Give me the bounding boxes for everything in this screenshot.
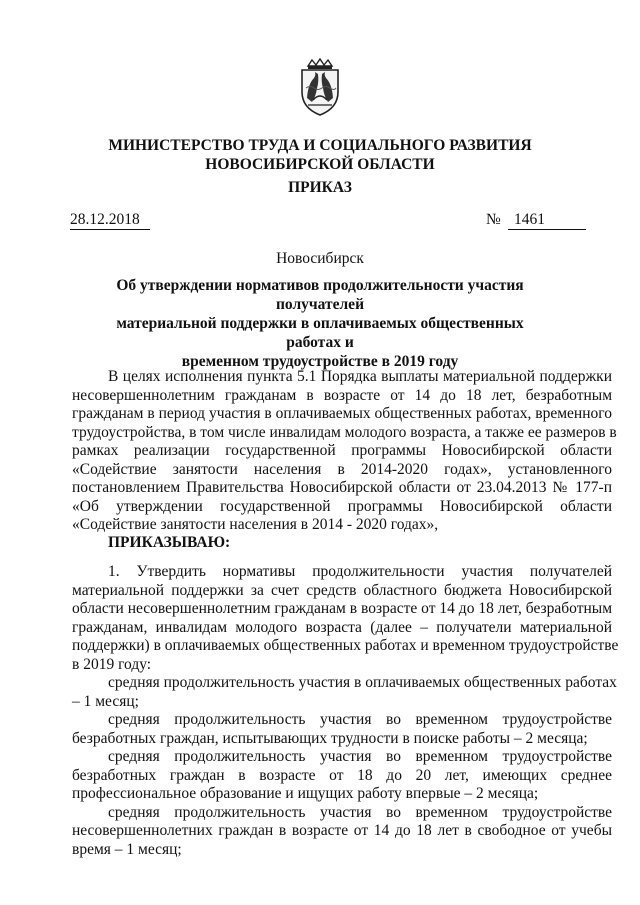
- text-line: «Содействие занятости населения в 2014-2020 годах», установленного: [72, 460, 612, 478]
- order-subject: Об утверждении нормативов продолжительности участия получателей материальной поддержки в оплачиваемых общественных работах и временном трудоустройстве в 2019 году: [116, 277, 524, 370]
- ministry-title: МИНИСТЕРСТВО ТРУДА И СОЦИАЛЬНОГО РАЗВИТИЯ НОВОСИБИРСКОЙ ОБЛАСТИ: [108, 137, 532, 173]
- preamble-paragraph: [72, 368, 617, 535]
- text-line: рамках реализации государственной программы Новосибирской области: [72, 442, 612, 459]
- text-line: материальной поддержки за счет средств областного бюджета Новосибирской: [72, 581, 612, 599]
- text-line: – 1 месяц;: [72, 692, 139, 710]
- order-number-label: №: [486, 211, 501, 228]
- text-line: средняя продолжительность участия в оплачиваемых общественных работах: [108, 674, 617, 691]
- decree-heading: ПРИКАЗЫВАЮ:: [108, 534, 231, 551]
- order-items: [72, 563, 619, 859]
- order-number: 1461: [508, 210, 586, 230]
- coat-of-arms-icon: [294, 58, 346, 118]
- text-line: в 2019 году:: [72, 655, 152, 673]
- text-line: области несовершеннолетним гражданам в возрасте от 14 до 18 лет, безработным: [72, 600, 612, 617]
- text-line: средняя продолжительность участия во временном трудоустройстве: [108, 711, 612, 728]
- text-line: несовершеннолетних граждан в возрасте от 14 до 18 лет в свободное от учебы: [72, 822, 612, 839]
- text-line: безработных граждан в возрасте от 18 до 20 лет, имеющих среднее: [72, 766, 612, 784]
- text-line: средняя продолжительность участия во временном трудоустройстве: [108, 803, 612, 821]
- text-line: несовершеннолетним гражданам в возрасте от 14 до 18 лет, безработным: [72, 386, 612, 404]
- text-line: 1. Утвердить нормативы продолжительности участия получателей: [108, 563, 612, 580]
- city: Новосибирск: [276, 250, 364, 267]
- text-line: время – 1 месяц;: [72, 840, 182, 858]
- text-line: профессиональное образование и ищущих работу впервые – 2 месяца;: [72, 785, 539, 802]
- text-line: «Об утверждении государственной программы Новосибирской области: [72, 497, 612, 515]
- text-line: постановлением Правительства Новосибирской области от 23.04.2013 № 177-п: [72, 479, 612, 496]
- text-line: поддержки) в оплачиваемых общественных работах и временном трудоустройстве: [72, 637, 619, 654]
- document-type: ПРИКАЗ: [288, 179, 352, 196]
- text-line: В целях исполнения пункта 5.1 Порядка выплаты материальной поддержки: [108, 368, 612, 385]
- text-line: гражданам, инвалидам молодого возраста (далее – получатели материальной: [72, 618, 612, 636]
- text-line: гражданам в период участия в оплачиваемых общественных работах, временного: [72, 405, 612, 422]
- order-date: 28.12.2018: [70, 210, 150, 230]
- text-line: «Содействие занятости населения в 2014 - 2020 годах»,: [72, 516, 439, 533]
- text-line: средняя продолжительность участия во временном трудоустройстве: [108, 748, 612, 765]
- text-line: трудоустройства, в том числе инвалидам молодого возраста, а также ее размеров в: [72, 423, 617, 441]
- text-line: безработных граждан, испытывающих трудности в поиске работы – 2 месяца;: [72, 729, 588, 747]
